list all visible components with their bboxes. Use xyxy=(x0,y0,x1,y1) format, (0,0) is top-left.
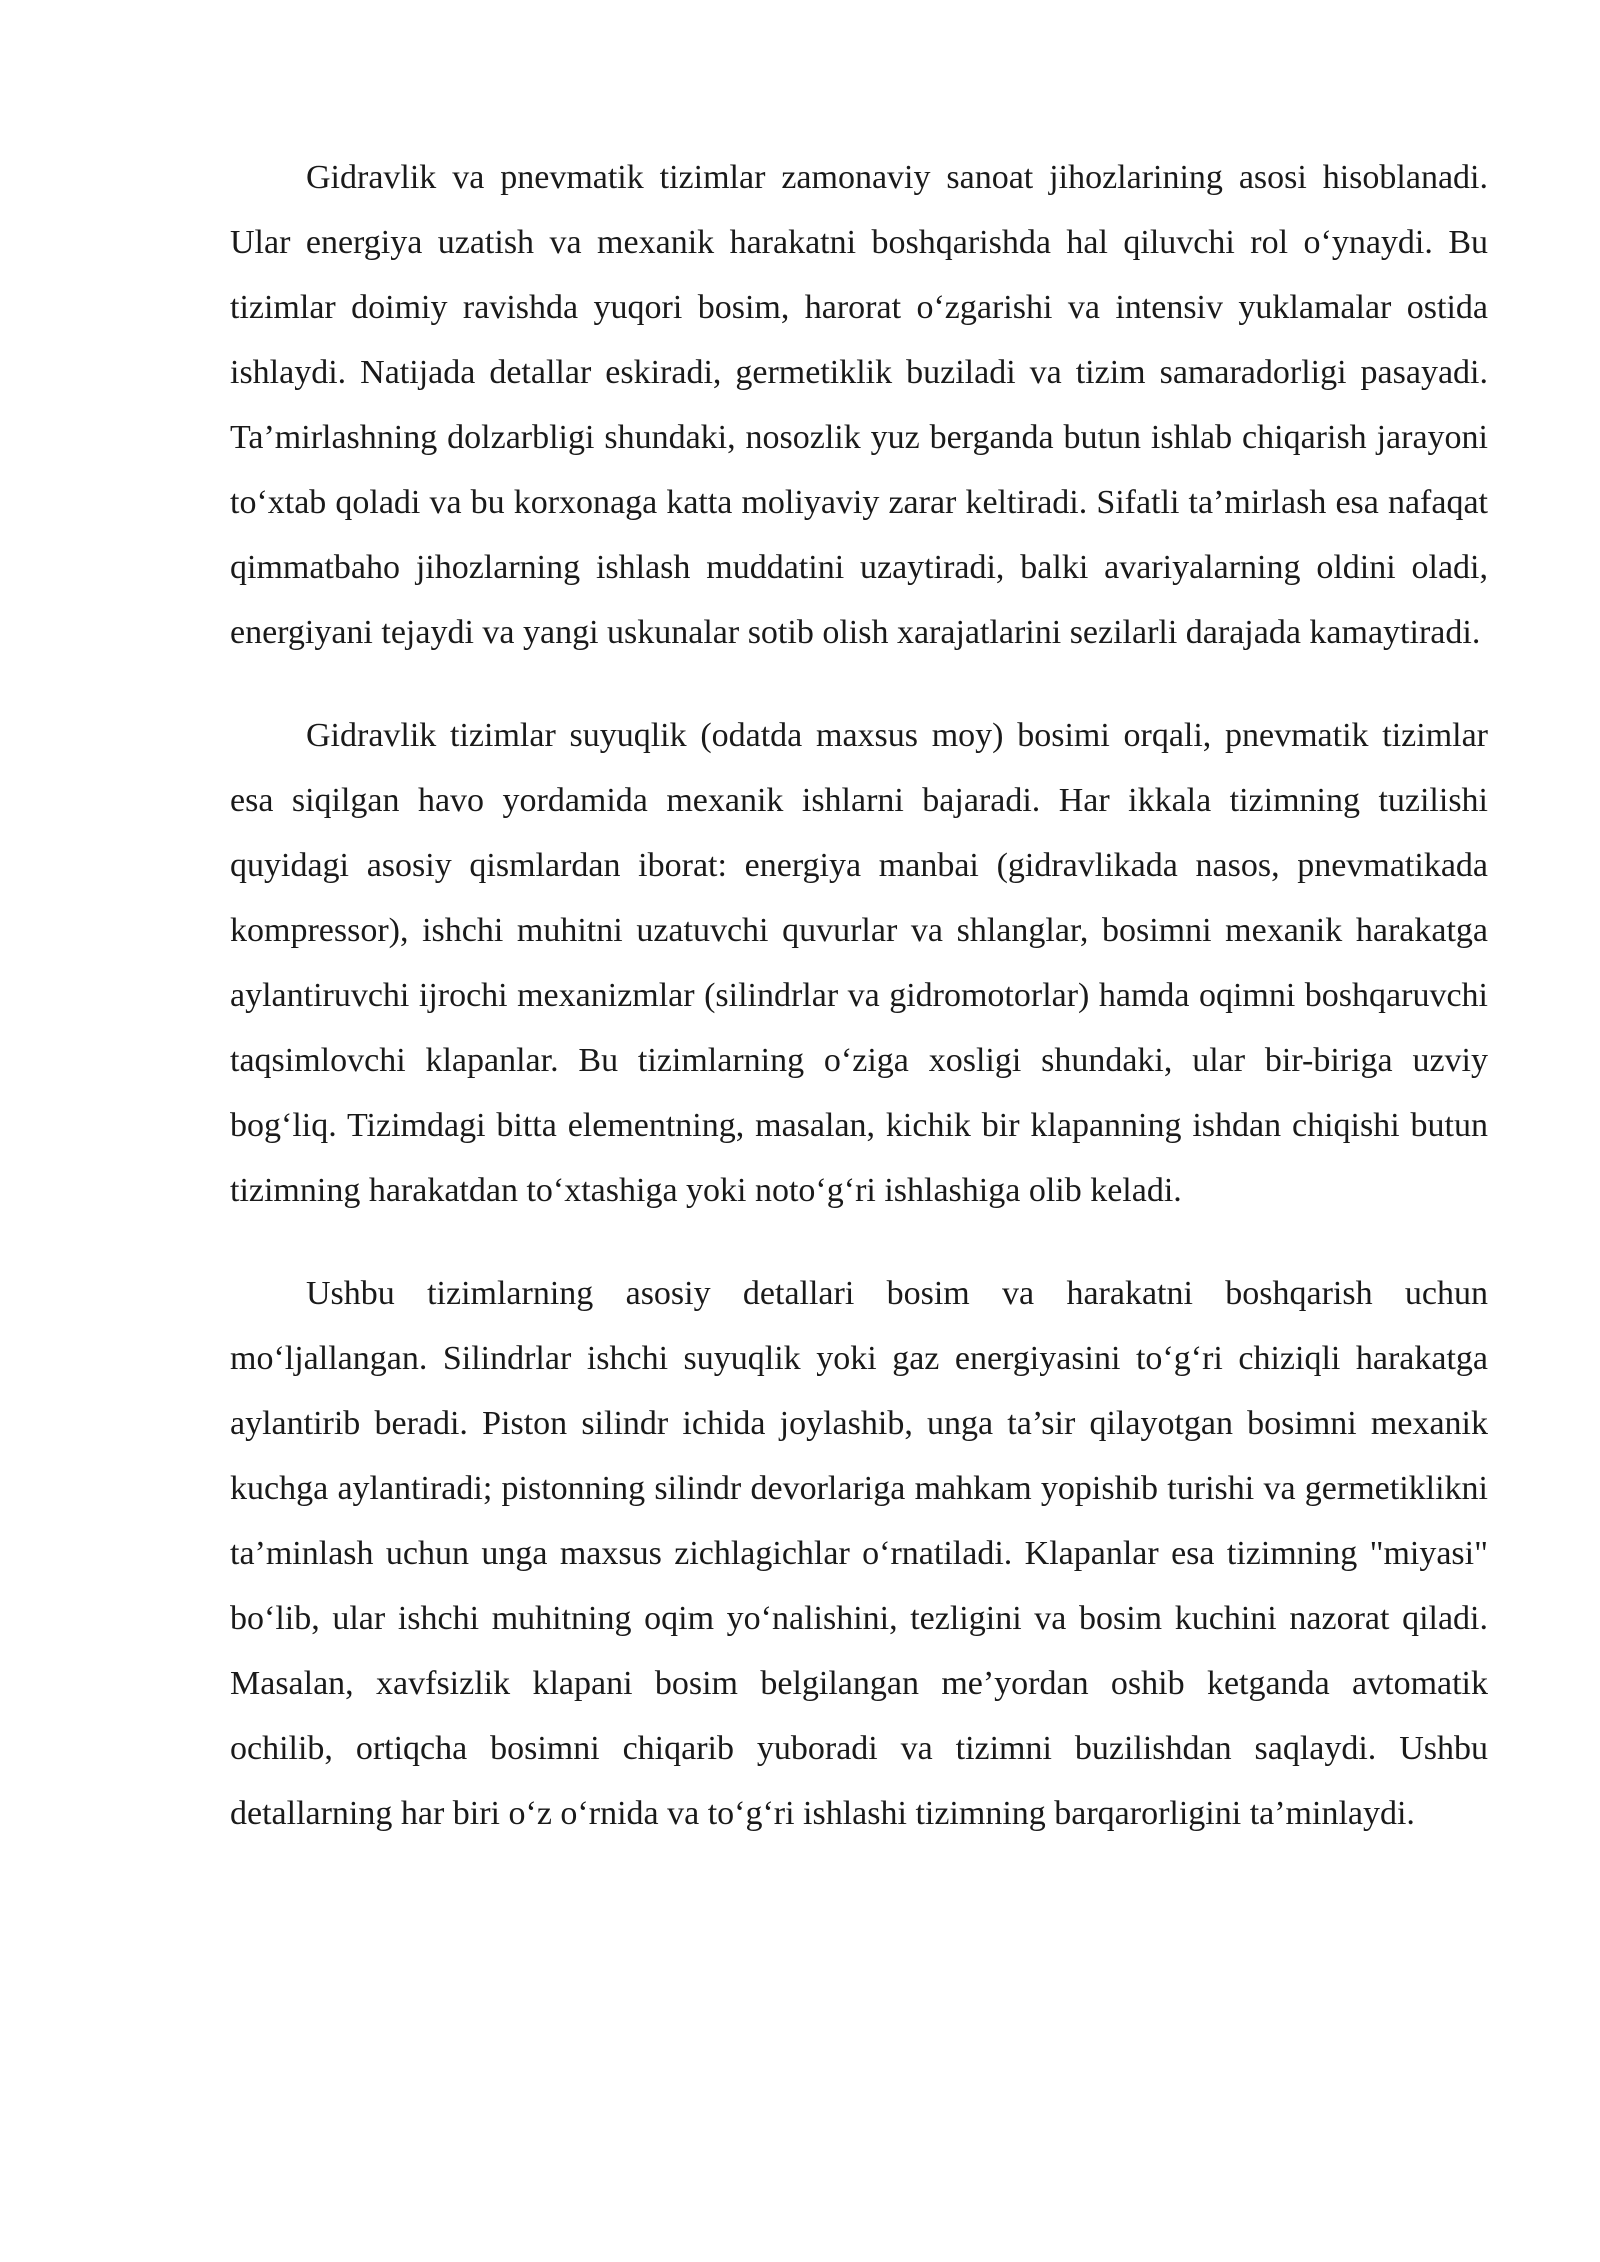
paragraph-1: Gidravlik va pnevmatik tizimlar zamonaviy sanoat jihozlarining asosi hisoblanadi. Ular energiya uzatish va mexanik harakatni boshqarishda hal qiluvchi rol o‘ynaydi. Bu tizimlar doimiy ravishda yuqori bosim, harorat o‘zgarishi va intensiv yuklamalar ostida ishlaydi. Natijada detallar eskiradi, germetiklik buziladi va tizim samaradorligi pasayadi. Ta’mirlashning dolzarbligi shundaki, nosozlik yuz berganda butun ishlab chiqarish jarayoni to‘xtab qoladi va bu korxonaga katta moliyaviy zarar keltiradi. Sifatli ta’mirlash esa nafaqat qimmatbaho jihozlarning ishlash muddatini uzaytiradi, balki avariyalarning oldini oladi, energiyani tejaydi va yangi uskunalar sotib olish xarajatlarini sezilarli darajada kamaytiradi. xyxy=(230,159,1488,651)
paragraph-3: Ushbu tizimlarning asosiy detallari bosim va harakatni boshqarish uchun mo‘ljallangan. Silindrlar ishchi suyuqlik yoki gaz energiyasini to‘g‘ri chiziqli harakatga aylantirib beradi. Piston silindr ichida joylashib, unga ta’sir qilayotgan bosimni mexanik kuchga aylantiradi; pistonning silindr devorlariga mahkam yopishib turishi va germetiklikni ta’minlash uchun unga maxsus zichlagichlar o‘rnatiladi. Klapanlar esa tizimning "miyasi" bo‘lib, ular ishchi muhitning oqim yo‘nalishini, tezligini va bosim kuchini nazorat qiladi. Masalan, xavfsizlik klapani bosim belgilangan me’yordan oshib ketganda avtomatik ochilib, ortiqcha bosimni chiqarib yuboradi va tizimni buzilishdan saqlaydi. Ushbu detallarning har biri o‘z o‘rnida va to‘g‘ri ishlashi tizimning barqarorligini ta’minlaydi. xyxy=(230,1275,1488,1832)
paragraph-2: Gidravlik tizimlar suyuqlik (odatda maxsus moy) bosimi orqali, pnevmatik tizimlar esa siqilgan havo yordamida mexanik ishlarni bajaradi. Har ikkala tizimning tuzilishi quyidagi asosiy qismlardan iborat: energiya manbai (gidravlikada nasos, pnevmatikada kompressor), ishchi muhitni uzatuvchi quvurlar va shlanglar, bosimni mexanik harakatga aylantiruvchi ijrochi mexanizmlar (silindrlar va gidromotorlar) hamda oqimni boshqaruvchi taqsimlovchi klapanlar. Bu tizimlarning o‘ziga xosligi shundaki, ular bir-biriga uzviy bog‘liq. Tizimdagi bitta elementning, masalan, kichik bir klapanning ishdan chiqishi butun tizimning harakatdan to‘xtashiga yoki noto‘g‘ri ishlashiga olib keladi. xyxy=(230,717,1488,1209)
document-body xyxy=(230,145,1488,1884)
